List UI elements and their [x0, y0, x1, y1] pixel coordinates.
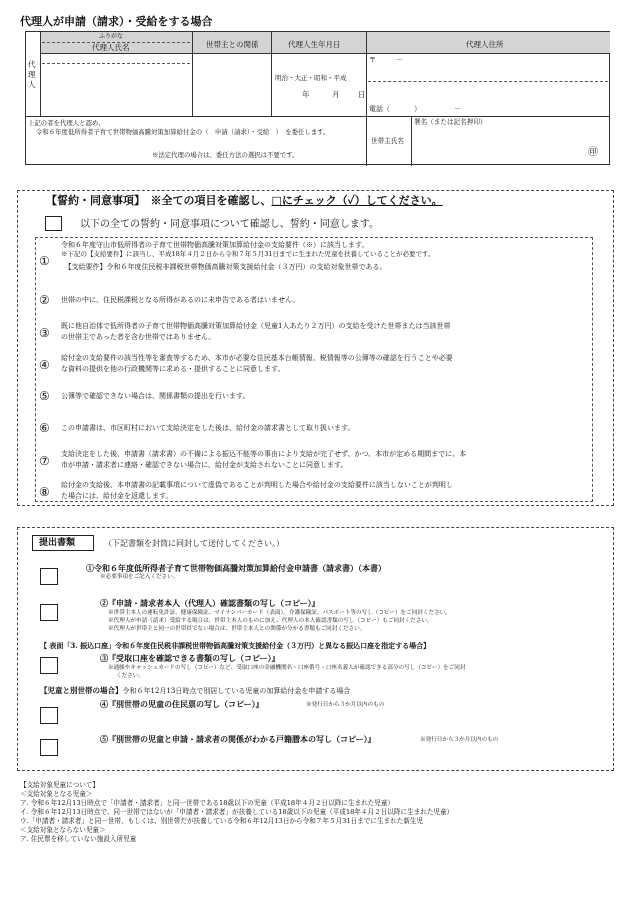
doc-2-note-2: ※代理人が申請（請求）受給する場合は、世帯主本人のものに加え、代理人の本人確認書類の写し（コピー）もご同封ください。 [108, 618, 433, 624]
doc-2-title: ②『申請・請求者本人（代理人）確認書類の写し（コピー）』 [100, 598, 320, 608]
pledge-item-7-number: ⑦ [39, 454, 50, 468]
agent-section-title: 代理人が申請（請求）・受給をする場合 [20, 15, 213, 28]
pledge-item-6-line-1: この申請書は、市区町村において支給決定をした後は、給付金の請求書として取り扱います。 [61, 424, 355, 432]
pledge-item-8-line-2: た場合には、給付金を返還します。 [61, 492, 173, 500]
pledge-item-5-number: ⑤ [39, 389, 50, 403]
pledge-item-4-line-1: 給付金の支給要件の該当性等を審査等するため、本市が必要な住民基本台帳情報、税情報等の公簿等の確認を行うことや必要 [61, 354, 453, 362]
pledge-item-5-line-1: 公簿等で確認できない場合は、関係書類の提出を行います。 [61, 392, 250, 400]
doc-4-title: ④『別世帯の児童の住民票の写し（コピー）』 [100, 699, 264, 709]
doc-5-note: ※発行日から３か月以内のもの [420, 737, 499, 743]
pledge-item-8-number: ⑧ [39, 485, 50, 499]
pledge-item-3-line-2: の世帯主であった者を含む世帯ではありません。 [61, 333, 216, 341]
furigana-label: ふりがな [99, 33, 124, 40]
doc-3-note-1: ※通帳やキャッシュカードの写し（コピー）など、受取口座の金融機関名・口座番号・口座名義人が確認できる部分の写し（コピー）をご同封 [108, 665, 466, 671]
relation-header: 世帯主との関係 [206, 40, 259, 49]
phone-dash: － [454, 105, 461, 113]
agent-name-header: 代理人氏名 [92, 43, 130, 52]
notes-eligible-b: イ. 令和６年12月13日時点で、同一世帯ではないが「申請者・請求者」が扶養している18歳以下の児童（平成18年４月２日以降に生まれた児童） [20, 808, 454, 816]
doc-5-title: ⑤『別世帯の児童と申請・請求者の関係がわかる戸籍謄本の写し（コピー）』 [100, 734, 376, 744]
pledge-item-7-line-2: 市が申請・請求者に連絡・確認できない場合に、給付金が支給されないことに同意します。 [61, 461, 348, 469]
birth-year-unit: 年 [302, 90, 310, 99]
pledge-item-6-number: ⑥ [39, 421, 50, 435]
agent-table [25, 31, 610, 165]
postal-dash: － [396, 56, 403, 64]
agent-side-label: 代理人 [28, 60, 36, 90]
pledge-item-4-line-2: な資料の提供を他の行政機関等に求める・提供することに同意します。 [61, 365, 285, 373]
doc-2-note-3: ※代理人が世帯主と同一の世帯員でない場合は、世帯主本人との関係が分かる書類もご同封ください。 [108, 626, 366, 632]
delegation-text-2: 令和６年度低所得者子育て世帯物価高騰対策加算給付金の（ 申請（請求）・受給 ） を委任します。 [36, 128, 330, 136]
pledge-item-1-line-2: ※下記の【支給要件】に該当し、平成18年４月２日から令和７年５月31日までに生まれた児童を扶養していることが必要です。 [61, 250, 435, 258]
relation-field[interactable] [193, 56, 270, 115]
notes-heading: 【支給対象児童について】 [20, 781, 99, 789]
doc-3-checkbox[interactable] [40, 657, 58, 674]
doc-1-checkbox[interactable] [40, 568, 58, 585]
pledge-header-prefix: 【誓約・同意事項】 ※全ての項目を確認し、 [46, 194, 272, 207]
address-header: 代理人住所 [466, 40, 504, 49]
signature-label: 署名（または記名押印） [414, 118, 487, 126]
phone-label: 電話（ [369, 105, 390, 113]
address-field[interactable] [376, 68, 606, 80]
notes-eligible-c: ウ.「申請者・請求者」と同一世帯、もしくは、別世帯だが扶養している令和６年12月13日から令和７年５月31日までに生まれた新生児 [20, 817, 424, 825]
bank-account-header: 【 表面「3. 振込口座」令和６年度住民税非課税世帯物価高騰対策支援給付金（３万円）と異なる振込口座を指定する場合】 [40, 641, 431, 650]
doc-3-note-2: ください。 [116, 673, 144, 679]
pledge-agree-text: 以下の全ての誓約・同意事項について確認し、誓約・同意します。 [80, 219, 379, 230]
doc-4-note: ※発行日から３か月以内のもの [306, 702, 385, 708]
doc-1-note: ※必要事項をご記入ください。 [100, 574, 179, 580]
notes-eligible-heading: ＜支給対象となる児童＞ [20, 790, 93, 798]
pledge-item-1-line-3: 【支給要件】令和６年度住民税非課税世帯物価高騰対策支援給付金（３万円）の支給対象世帯である。 [61, 263, 387, 271]
delegation-text-1: 上記の者を代理人と認め、 [28, 119, 105, 127]
pledge-item-1-number: ① [39, 254, 50, 268]
documents-title: 提出書類 [39, 538, 76, 548]
agent-name-field[interactable] [50, 72, 192, 115]
pledge-header-check-instruction: □にチェック（✓）してください。 [271, 194, 443, 207]
legal-rep-note: ※法定代理の場合は、委任方法の選択は不要です。 [152, 151, 299, 159]
doc-2-checkbox[interactable] [40, 604, 58, 621]
pledge-agree-checkbox[interactable] [45, 216, 62, 231]
seal-mark: ㊞ [588, 147, 598, 158]
era-options[interactable]: 明治・大正・昭和・平成 [275, 74, 347, 82]
notes-eligible-a: ア. 令和６年12月13日時点で「申請者・請求者」と同一世帯である18歳以下の児童（平成18年４月２日以降に生まれた児童） [20, 799, 395, 807]
doc-2-note-1: ※世帯主本人の運転免許証、健康保険証、マイナンバーカード（表面）、介護保険証、パスポート等の写し（コピー）をご同封ください。 [108, 610, 451, 616]
separate-household-header-desc: 令和６年12月13日時点で別居している児童の加算給付金を申請する場合 [122, 687, 351, 695]
separate-household-header [40, 686, 350, 696]
pledge-item-2-number: ② [39, 293, 50, 307]
signature-field[interactable] [412, 128, 608, 164]
pledge-item-8-line-1: 給付金の支給後、本申請書の記載事項について虚偽であることが判明した場合や給付金の支給要件に該当しないことが判明し [61, 481, 453, 489]
birth-day-unit: 日 [358, 90, 366, 99]
pledge-item-3-number: ③ [39, 326, 50, 340]
notes-ineligible-heading: ＜支給対象とならない児童＞ [20, 826, 106, 834]
pledge-item-2-line-1: 世帯の中に、住民税課税となる所得があるのに未申告である者はいません。 [61, 296, 300, 304]
pledge-item-7-line-1: 支給決定をした後、申請書（請求書）の不備による振込不能等の事由により支給が完了せず、かつ、本市が定める期間までに、本 [61, 450, 467, 458]
separate-household-header-label: 【児童と別世帯の場合】 [40, 686, 123, 695]
postal-mark: 〒 [369, 56, 376, 64]
birthdate-header: 代理人生年月日 [288, 40, 341, 49]
doc-3-title: ③『受取口座を確認できる書類の写し（コピー）』 [100, 653, 280, 663]
notes-ineligible-a: ア. 住民票を移していない施設入所児童 [20, 835, 137, 843]
documents-note: （下記書類を封筒に同封して送付してください。） [104, 539, 284, 548]
doc-4-checkbox[interactable] [40, 707, 58, 724]
doc-5-checkbox[interactable] [40, 739, 58, 756]
householder-label: 世帯主氏名 [371, 137, 404, 145]
doc-1-title: ①令和６年度低所得者子育て世帯物価高騰対策加算給付金申請書（請求書）（本書） [86, 563, 386, 573]
pledge-header [46, 194, 443, 208]
pledge-item-3-line-1: 既に他自治体で低所得者の子育て世帯物価高騰対策加算給付金（児童1人あたり２万円）の支給を受けた世帯または当該世帯 [61, 322, 451, 330]
birth-month-unit: 月 [332, 90, 340, 99]
pledge-item-4-number: ④ [39, 358, 50, 372]
phone-close: ） [414, 105, 421, 113]
pledge-item-1-line-1: 令和６年度守山市低所得者の子育て世帯物価高騰対策加算給付金の支給要件（※）に該当します。 [61, 241, 369, 249]
